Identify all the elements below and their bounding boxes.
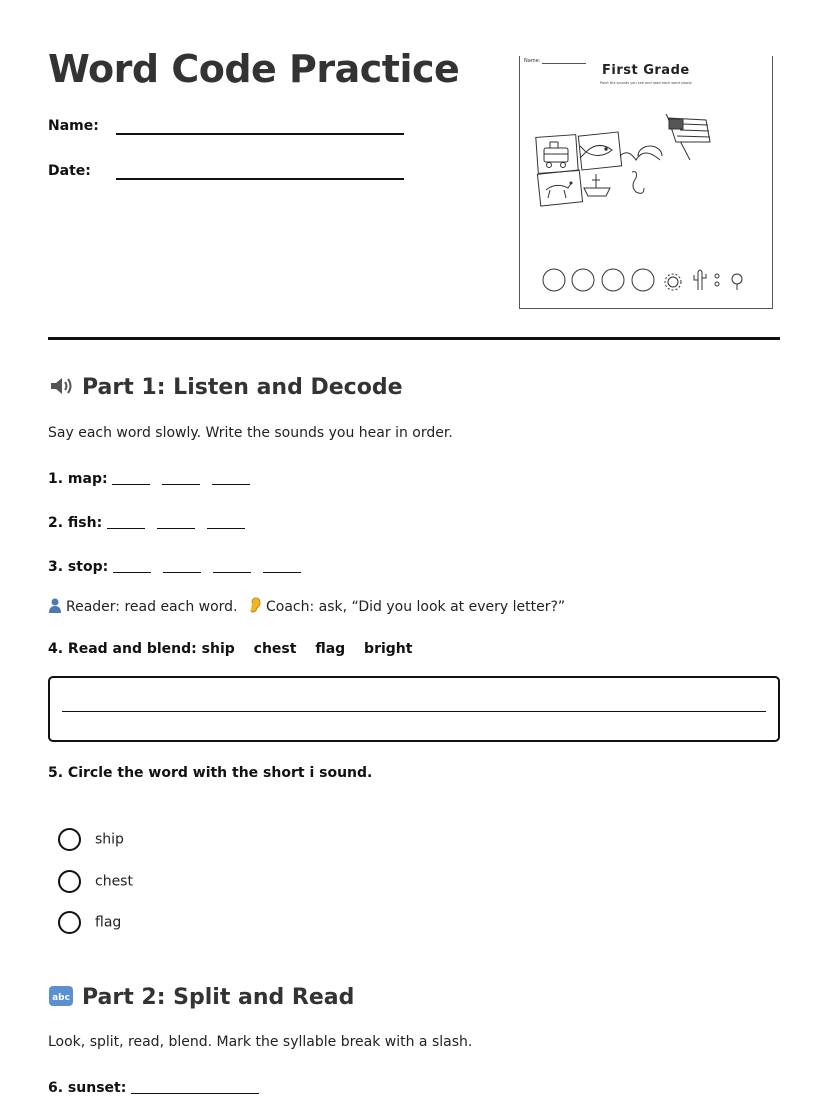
sound-blank[interactable] (263, 558, 301, 573)
name-field (48, 118, 99, 134)
radio-circle[interactable] (58, 870, 81, 893)
part1-instructions: Say each word slowly. Write the sounds you hear in order. (48, 425, 453, 441)
item-map (48, 470, 262, 487)
thumbnail-name-label: Name: (524, 58, 541, 64)
part2-heading (48, 984, 354, 1010)
blend-word: chest (253, 641, 297, 657)
part2-instructions: Look, split, read, blend. Mark the syllable break with a slash. (48, 1034, 473, 1050)
reader-text: Reader: read each word. (66, 599, 238, 615)
date-field (48, 163, 91, 179)
part1-heading (48, 374, 403, 400)
option-chest[interactable] (58, 870, 133, 893)
worksheet-thumbnail (519, 56, 773, 309)
option-flag[interactable] (58, 911, 121, 934)
fish-picture-icon (578, 132, 621, 170)
flag-picture-icon (666, 114, 710, 160)
part2-heading-text: Part 2: Split and Read (82, 985, 355, 1010)
blend-word: flag (315, 641, 346, 657)
role-instructions (48, 597, 565, 615)
coach-text: Coach: ask, “Did you look at every letter?” (265, 599, 566, 615)
sound-blank[interactable] (213, 558, 251, 573)
reader-icon (48, 597, 62, 613)
item-sunset-label: 6. sunset: (48, 1080, 127, 1096)
radio-circle[interactable] (58, 828, 81, 851)
item-map-label: 1. map: (48, 471, 108, 487)
gear-icon (665, 274, 681, 290)
answer-box[interactable] (48, 676, 780, 742)
item-fish-label: 2. fish: (48, 515, 103, 531)
syllable-blank[interactable] (131, 1079, 259, 1094)
sound-blank[interactable] (157, 514, 195, 529)
sound-blank[interactable] (107, 514, 145, 529)
thumbnail-title: First Grade (602, 63, 690, 78)
ear-icon (248, 597, 262, 613)
dots-icon (715, 274, 719, 286)
cactus-icon (694, 270, 706, 290)
ship-picture-icon (584, 174, 610, 196)
sound-blank[interactable] (207, 514, 245, 529)
option-label: ship (95, 831, 124, 848)
name-label: Name: (48, 118, 99, 134)
sound-blank[interactable] (112, 470, 150, 485)
speaker-icon (48, 374, 74, 398)
sound-blank[interactable] (163, 558, 201, 573)
option-label: chest (95, 873, 133, 890)
part1-heading-text: Part 1: Listen and Decode (82, 375, 403, 400)
train-picture-icon (536, 135, 578, 174)
item-stop (48, 558, 313, 575)
read-blend-label: 4. Read and blend: (48, 641, 197, 657)
date-line[interactable] (116, 178, 404, 180)
tree-icon (732, 274, 742, 290)
item-sunset (48, 1079, 259, 1096)
radio-circle[interactable] (58, 911, 81, 934)
sun-hill-icon (620, 146, 662, 160)
thumbnail-subtitle: Point the sounds you see and read each word slowly (600, 81, 692, 85)
sound-blank[interactable] (212, 470, 250, 485)
blend-word: bright (364, 641, 413, 657)
abc-icon (48, 984, 74, 1008)
sound-blank[interactable] (162, 470, 200, 485)
item-circle-question: 5. Circle the word with the short i sound. (48, 765, 373, 781)
dog-picture-icon (537, 170, 582, 206)
seahorse-picture-icon (632, 172, 644, 194)
option-ship[interactable] (58, 828, 124, 851)
writing-line (62, 711, 766, 712)
answer-circles (543, 269, 654, 291)
item-stop-label: 3. stop: (48, 559, 109, 575)
thumbnail-illustrations (520, 56, 772, 308)
date-label: Date: (48, 163, 91, 179)
section-divider (48, 337, 780, 340)
blend-word: ship (201, 641, 235, 657)
item-fish (48, 514, 257, 531)
item-read-blend (48, 641, 412, 657)
option-label: flag (95, 914, 122, 931)
name-line[interactable] (116, 133, 404, 135)
page-title: Word Code Practice (48, 47, 460, 91)
svg-text:abc: abc (52, 993, 70, 1003)
sound-blank[interactable] (113, 558, 151, 573)
